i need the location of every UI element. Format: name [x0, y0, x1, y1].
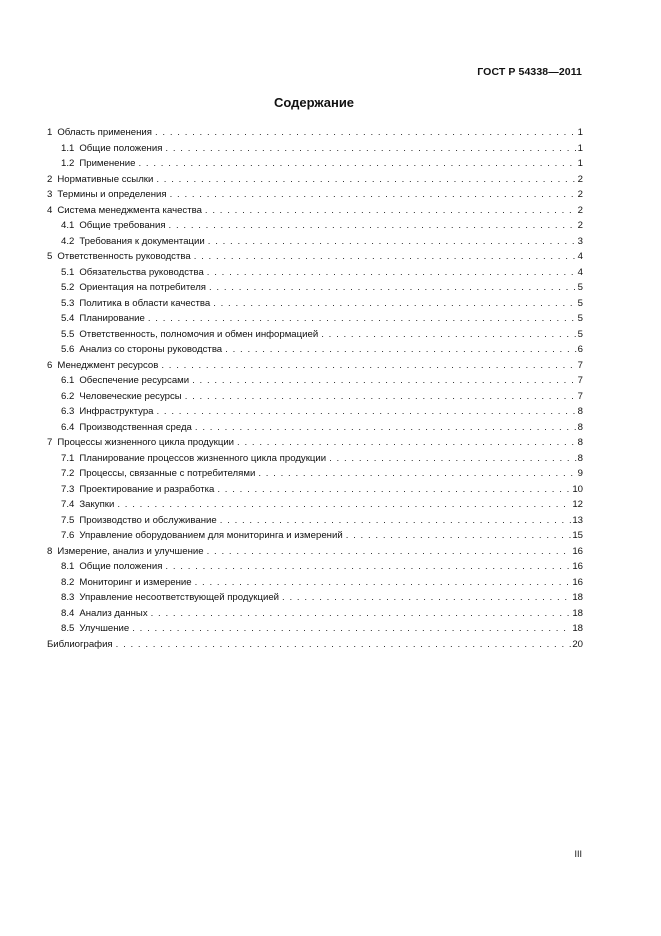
toc-dot-leader — [321, 327, 576, 343]
toc-entry[interactable] — [47, 280, 583, 296]
toc-entry-number: 4.1 — [61, 220, 75, 231]
toc-entry[interactable] — [47, 265, 583, 281]
toc-entry-number: 7.4 — [61, 499, 75, 510]
toc-entry[interactable] — [47, 637, 583, 653]
toc-entry[interactable] — [47, 513, 583, 529]
toc-dot-leader — [151, 606, 572, 622]
toc-entry[interactable] — [47, 125, 583, 141]
toc-entry[interactable] — [47, 420, 583, 436]
toc-entry-page: 20 — [572, 638, 583, 650]
toc-entry-page: 9 — [577, 468, 583, 479]
toc-entry-page: 5 — [577, 282, 583, 293]
toc-entry-number: 7.1 — [61, 452, 75, 464]
toc-entry-page: 8 — [577, 437, 583, 448]
table-of-contents — [47, 125, 583, 652]
toc-entry-page: 18 — [572, 607, 583, 619]
toc-entry-number: 7 — [47, 437, 53, 448]
toc-entry-page: 6 — [577, 344, 583, 355]
toc-entry-number: 8.3 — [61, 592, 75, 603]
toc-dot-leader — [156, 172, 576, 188]
toc-entry[interactable] — [47, 156, 583, 172]
toc-entry-page: 16 — [572, 545, 583, 557]
toc-entry-page: 7 — [577, 375, 583, 386]
toc-entry-number: 5 — [47, 251, 53, 262]
toc-entry-label: Применение — [79, 158, 136, 169]
toc-entry-page: 5 — [577, 313, 583, 324]
toc-entry-number: 5.1 — [61, 266, 75, 278]
toc-entry-page: 7 — [577, 359, 583, 371]
toc-entry-number: 5.5 — [61, 328, 75, 340]
toc-dot-leader — [258, 466, 576, 482]
toc-entry[interactable] — [47, 389, 583, 405]
toc-entry-label: Мониторинг и измерение — [79, 576, 192, 588]
toc-entry-label: Общие положения — [79, 142, 163, 154]
toc-entry-page: 5 — [577, 297, 583, 309]
toc-entry-label: Общие требования — [79, 220, 166, 231]
toc-entry-page: 18 — [572, 623, 583, 634]
toc-dot-leader — [207, 265, 577, 281]
toc-entry[interactable] — [47, 234, 583, 250]
toc-entry-number: 5.2 — [61, 282, 75, 293]
toc-entry-label: Производство и обслуживание — [79, 514, 217, 526]
toc-entry-number: 4 — [47, 204, 53, 216]
toc-entry-number: 6.2 — [61, 390, 75, 402]
toc-entry[interactable] — [47, 203, 583, 219]
toc-entry-label: Ответственность, полномочия и обмен информацией — [79, 328, 319, 340]
toc-dot-leader — [213, 296, 576, 312]
toc-entry-number: 1.1 — [61, 142, 75, 154]
toc-dot-leader — [116, 637, 572, 653]
toc-entry-label: Ориентация на потребителя — [79, 282, 206, 293]
toc-entry[interactable] — [47, 311, 583, 327]
toc-dot-leader — [155, 125, 577, 141]
toc-entry[interactable] — [47, 621, 583, 637]
toc-entry[interactable] — [47, 497, 583, 513]
toc-entry[interactable] — [47, 466, 583, 482]
toc-entry[interactable] — [47, 482, 583, 498]
toc-entry-label: Общие положения — [79, 561, 163, 572]
toc-entry-number: 6 — [47, 359, 53, 371]
toc-entry[interactable] — [47, 373, 583, 389]
toc-entry[interactable] — [47, 404, 583, 420]
toc-dot-leader — [165, 559, 571, 575]
toc-entry-page: 10 — [572, 483, 583, 495]
toc-entry-page: 13 — [572, 514, 583, 526]
toc-entry-number: 7.3 — [61, 483, 75, 495]
toc-entry-page: 8 — [577, 452, 583, 464]
toc-dot-leader — [185, 389, 577, 405]
toc-entry-number: 5.3 — [61, 297, 75, 309]
toc-entry-number: 7.2 — [61, 468, 75, 479]
toc-entry-page: 1 — [577, 158, 583, 169]
toc-entry-label: Измерение, анализ и улучшение — [57, 545, 204, 557]
toc-entry[interactable] — [47, 575, 583, 591]
toc-entry-label: Обязательства руководства — [79, 266, 204, 278]
toc-entry[interactable] — [47, 249, 583, 265]
toc-entry-page: 1 — [577, 127, 583, 138]
toc-dot-leader — [220, 513, 572, 529]
toc-entry-label: Закупки — [79, 499, 115, 510]
toc-entry-page: 2 — [577, 220, 583, 231]
toc-entry-page: 3 — [577, 235, 583, 247]
toc-entry-page: 2 — [577, 189, 583, 200]
toc-entry-page: 16 — [572, 561, 583, 572]
toc-entry-page: 2 — [577, 204, 583, 216]
toc-dot-leader — [132, 621, 571, 637]
toc-entry-page: 8 — [577, 421, 583, 433]
toc-entry-label: Производственная среда — [79, 421, 192, 433]
toc-entry-label: Требования к документации — [79, 235, 205, 247]
toc-entry-label: Управление оборудованием для мониторинга и измерений — [79, 530, 343, 541]
toc-entry-label: Термины и определения — [57, 189, 167, 200]
toc-entry-label: Библиография — [47, 638, 113, 650]
toc-entry-page: 8 — [577, 406, 583, 417]
toc-title: Содержание — [273, 95, 355, 110]
toc-entry-number: 7.6 — [61, 530, 75, 541]
toc-dot-leader — [148, 311, 577, 327]
toc-entry-label: Улучшение — [79, 623, 130, 634]
toc-entry[interactable] — [47, 172, 583, 188]
toc-dot-leader — [209, 280, 577, 296]
toc-entry-label: Ответственность руководства — [57, 251, 191, 262]
toc-entry-label: Процессы жизненного цикла продукции — [57, 437, 235, 448]
toc-dot-leader — [165, 141, 576, 157]
toc-entry-label: Нормативные ссылки — [57, 173, 154, 185]
toc-entry-page: 5 — [577, 328, 583, 340]
toc-dot-leader — [157, 404, 577, 420]
toc-entry-number: 6.4 — [61, 421, 75, 433]
toc-entry[interactable] — [47, 451, 583, 467]
toc-entry-label: Политика в области качества — [79, 297, 211, 309]
toc-entry[interactable] — [47, 544, 583, 560]
document-code: ГОСТ Р 54338—2011 — [477, 66, 582, 78]
toc-entry[interactable] — [47, 606, 583, 622]
toc-entry-page: 18 — [572, 592, 583, 603]
toc-entry-number: 6.3 — [61, 406, 75, 417]
toc-entry-label: Планирование процессов жизненного цикла продукции — [79, 452, 327, 464]
toc-entry-label: Процессы, связанные с потребителями — [79, 468, 256, 479]
toc-dot-leader — [225, 342, 577, 358]
toc-entry-page: 2 — [577, 173, 583, 185]
toc-entry-label: Область применения — [57, 127, 152, 138]
toc-entry[interactable] — [47, 435, 583, 451]
toc-dot-leader — [205, 203, 577, 219]
toc-entry[interactable] — [47, 342, 583, 358]
toc-entry[interactable] — [47, 141, 583, 157]
toc-dot-leader — [208, 234, 577, 250]
toc-dot-leader — [169, 218, 577, 234]
toc-entry-label: Управление несоответствующей продукцией — [79, 592, 280, 603]
toc-entry-number: 8 — [47, 545, 53, 557]
toc-entry-page: 16 — [572, 576, 583, 588]
toc-entry[interactable] — [47, 559, 583, 575]
toc-entry-number: 7.5 — [61, 514, 75, 526]
toc-dot-leader — [117, 497, 571, 513]
toc-entry-label: Человеческие ресурсы — [79, 390, 182, 402]
toc-entry-label: Анализ со стороны руководства — [79, 344, 223, 355]
toc-entry-page: 4 — [577, 251, 583, 262]
toc-dot-leader — [194, 249, 577, 265]
toc-entry-number: 8.4 — [61, 607, 75, 619]
toc-entry-label: Анализ данных — [79, 607, 148, 619]
toc-entry[interactable] — [47, 358, 583, 374]
page-number: III — [574, 849, 582, 859]
toc-dot-leader — [192, 373, 577, 389]
toc-dot-leader — [346, 528, 572, 544]
toc-entry[interactable] — [47, 590, 583, 606]
toc-dot-leader — [207, 544, 572, 560]
toc-entry[interactable] — [47, 296, 583, 312]
toc-dot-leader — [237, 435, 577, 451]
toc-dot-leader — [282, 590, 571, 606]
toc-entry[interactable] — [47, 187, 583, 203]
toc-entry-number: 2 — [47, 173, 53, 185]
toc-dot-leader — [139, 156, 577, 172]
toc-entry-number: 1.2 — [61, 158, 75, 169]
toc-dot-leader — [161, 358, 576, 374]
toc-entry-label: Планирование — [79, 313, 145, 324]
toc-entry-label: Инфраструктура — [79, 406, 154, 417]
toc-dot-leader — [170, 187, 577, 203]
toc-entry-number: 3 — [47, 189, 53, 200]
toc-entry-page: 4 — [577, 266, 583, 278]
toc-entry-number: 5.4 — [61, 313, 75, 324]
toc-entry-number: 8.1 — [61, 561, 75, 572]
toc-entry-number: 1 — [47, 127, 53, 138]
toc-entry-label: Проектирование и разработка — [79, 483, 215, 495]
toc-dot-leader — [217, 482, 571, 498]
toc-entry-page: 7 — [577, 390, 583, 402]
toc-entry-number: 6.1 — [61, 375, 75, 386]
toc-entry[interactable] — [47, 528, 583, 544]
toc-entry-page: 15 — [572, 530, 583, 541]
toc-entry-label: Обеспечение ресурсами — [79, 375, 190, 386]
toc-entry-number: 4.2 — [61, 235, 75, 247]
toc-entry-label: Менеджмент ресурсов — [57, 359, 159, 371]
toc-dot-leader — [195, 420, 577, 436]
toc-entry-number: 8.5 — [61, 623, 75, 634]
toc-entry[interactable] — [47, 327, 583, 343]
toc-entry[interactable] — [47, 218, 583, 234]
toc-dot-leader — [195, 575, 572, 591]
toc-entry-page: 12 — [572, 499, 583, 510]
toc-entry-number: 8.2 — [61, 576, 75, 588]
toc-dot-leader — [329, 451, 577, 467]
toc-entry-number: 5.6 — [61, 344, 75, 355]
toc-entry-label: Система менеджмента качества — [57, 204, 202, 216]
toc-entry-page: 1 — [577, 142, 583, 154]
